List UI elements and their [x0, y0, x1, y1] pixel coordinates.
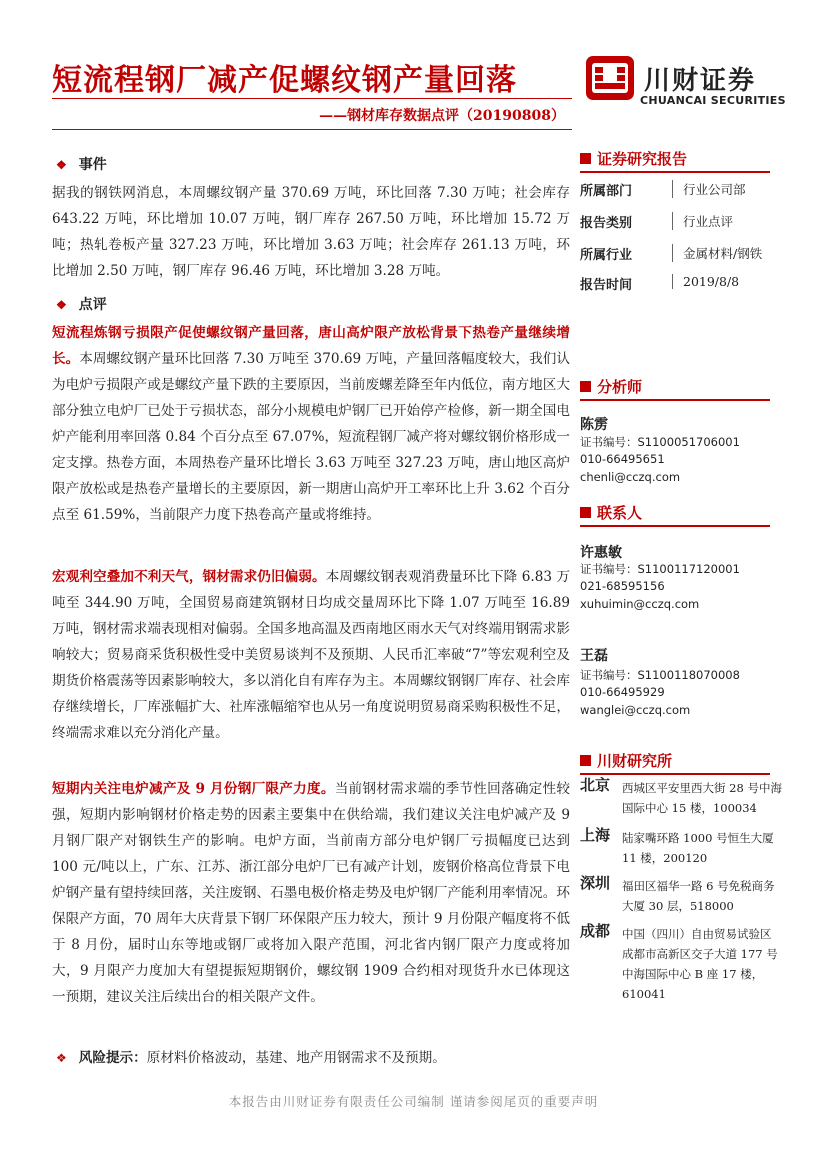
contact-name: 许惠敏	[580, 545, 622, 561]
company-name-en: CHUANCAI SECURITIES	[640, 94, 786, 107]
event-paragraph: 据我的钢铁网消息，本周螺纹钢产量 370.69 万吨，环比回落 7.30 万吨；社会库存 643.22 万吨，环比增加 10.07 万吨，钢厂库存 267.50 万吨，环比增加 15.72 万吨；热轧卷板产量 327.23 万吨，环比增加 3.63 万吨；社会库存 261.13 万吨，环比增加 2.50 万吨，钢厂库存 96.46 万吨，环比增加 3.28 万吨。	[52, 185, 570, 279]
analyst-cert: 证书编号：S1100051706001	[580, 435, 740, 449]
report-title: 短流程钢厂减产促螺纹钢产量回落	[52, 63, 517, 98]
contact-cert: 证书编号：S1100118070008	[580, 668, 740, 682]
report-subtitle: ——钢材库存数据点评（20190808）	[319, 108, 565, 124]
paragraph-lead: 短期内关注电炉减产及 9 月份钢厂限产力度。	[52, 781, 335, 797]
contact-cert: 证书编号：S1100117120001	[580, 562, 740, 576]
report-section-heading: 证券研究报告	[580, 148, 770, 173]
square-bullet-icon	[580, 507, 591, 518]
analyst-email[interactable]: chenli@cczq.com	[580, 470, 681, 484]
comment-paragraph-1	[52, 320, 570, 528]
comment-heading: ❖ 点评	[56, 297, 107, 313]
diamond-bullet-icon: ❖	[56, 1051, 67, 1065]
company-name-cn: 川财证券	[644, 66, 757, 96]
office-city-shenzhen: 深圳	[580, 874, 611, 892]
square-bullet-icon	[580, 381, 591, 392]
diamond-bullet-icon: ❖	[56, 158, 67, 172]
paragraph-body: 当前钢材需求端的季节性回落确定性较强，短期内影响钢材价格走势的因素主要集中在供给端，我们建议关注电炉减产及 9 月钢厂限产对钢铁生产的影响。电炉方面，当前南方部分电炉钢厂亏损幅度已达到 100 元/吨以上，广东、江苏、浙江部分电炉厂已有减产计划，废钢价格高位背景下电炉钢产量有望持续回落，关注废钢、石墨电极价格走势及电炉钢厂产能利用率情况。环保限产方面，70 周年大庆背景下钢厂环保限产压力较大，预计 9 月份限产幅度将不低于 8 月份，届时山东等地或钢厂或将加入限产范围，河北省内钢厂限产力度或将加大，9 月限产力度加大有望提振短期钢价，螺纹钢 1909 合约相对现货升水已体现这一预期，建议关注后续出台的相关限产文件。	[52, 781, 570, 1005]
meta-label-date: 报告时间	[580, 278, 633, 293]
institute-section-heading: 川财研究所	[580, 750, 770, 775]
contact-phone: 021-68595156	[580, 579, 665, 593]
office-city-beijing: 北京	[580, 776, 611, 794]
paragraph-body: 本周螺纹钢表观消费量环比下降 6.83 万吨至 344.90 万吨，全国贸易商建筑钢材日均成交量周环比下降 1.07 万吨至 16.89 万吨，钢材需求端表现相对偏弱。全国多地高温及西南地区雨水天气对终端用钢需求影响较大；贸易商采货积极性受中美贸易谈判不及预期、人民币汇率破“7”等宏观利空及期货价格震荡等因素影响较大，多以消化自有库存为主。本周螺纹钢钢厂库存、社会库存继续增长，厂库涨幅扩大、社库涨幅缩窄也从另一角度说明贸易商采购积极性不足，终端需求难以充分消化产量。	[52, 569, 570, 741]
square-bullet-icon	[580, 755, 591, 766]
event-heading: ❖ 事件	[56, 157, 107, 173]
paragraph-body: 本周螺纹钢产量环比回落 7.30 万吨至 370.69 万吨，产量回落幅度较大，我们认为电炉亏损限产或是螺纹产量下跌的主要原因，当前废螺差降至年内低位，南方地区大部分独立电炉厂已处于亏损状态，部分小规模电炉钢厂已开始停产检修，新一期全国电炉产能利用率回落 0.84 个百分点至 67.07%，短流程钢厂减产将对螺纹钢价格形成一定支撑。热卷方面，本周热卷产量环比增长 3.63 万吨至 327.23 万吨，唐山地区高炉限产放松或是热卷产量增长的主要原因，新一期唐山高炉开工率环比上升 3.62 个百分点至 61.59%，当前限产力度下热卷高产量或将维持。	[52, 351, 570, 523]
contact-section-heading: 联系人	[580, 502, 770, 527]
contact-email[interactable]: xuhuimin@cczq.com	[580, 597, 700, 611]
meta-value-category: 行业点评	[672, 212, 733, 230]
company-logo-icon	[585, 55, 635, 101]
meta-label-industry: 所属行业	[580, 248, 633, 263]
analyst-section-heading: 分析师	[580, 376, 770, 401]
page-footer: 本报告由川财证券有限责任公司编制 谨请参阅尾页的重要声明	[228, 1094, 599, 1109]
office-address-shanghai: 陆家嘴环路 1000 号恒生大厦 11 楼，200120	[622, 831, 774, 865]
comment-paragraph-2	[52, 564, 570, 746]
contact-name: 王磊	[580, 648, 608, 664]
risk-note	[56, 1046, 446, 1066]
meta-label-category: 报告类别	[580, 216, 633, 231]
analyst-phone: 010-66495651	[580, 452, 665, 466]
subtitle-divider	[52, 129, 572, 130]
office-city-chengdu: 成都	[580, 922, 611, 940]
office-address-chengdu: 中国（四川）自由贸易试验区成都市高新区交子大道 177 号中海国际中心 B 座 17 楼，610041	[622, 927, 778, 1001]
meta-value-industry: 金属材料/钢铁	[672, 244, 762, 262]
office-city-shanghai: 上海	[580, 826, 611, 844]
diamond-bullet-icon: ❖	[56, 298, 67, 312]
risk-text: 原材料价格波动，基建、地产用钢需求不及预期。	[146, 1050, 446, 1066]
meta-value-date: 2019/8/8	[672, 274, 739, 289]
square-bullet-icon	[580, 153, 591, 164]
contact-email[interactable]: wanglei@cczq.com	[580, 703, 691, 717]
title-divider	[52, 98, 572, 99]
meta-value-department: 行业公司部	[672, 180, 746, 198]
contact-phone: 010-66495929	[580, 685, 665, 699]
risk-heading: 风险提示：	[78, 1050, 147, 1066]
comment-paragraph-3	[52, 776, 570, 1010]
office-address-beijing: 西城区平安里西大街 28 号中海国际中心 15 楼，100034	[622, 781, 782, 815]
analyst-name: 陈雳	[580, 417, 608, 433]
paragraph-lead: 短流程炼钢亏损限产促使螺纹钢产量回落，唐山高炉限产放松背景下热卷产量继续增长。	[52, 325, 570, 367]
meta-label-department: 所属部门	[580, 184, 633, 199]
paragraph-lead: 宏观利空叠加不利天气，钢材需求仍旧偏弱。	[52, 569, 326, 585]
office-address-shenzhen: 福田区福华一路 6 号免税商务大厦 30 层，518000	[622, 879, 775, 913]
